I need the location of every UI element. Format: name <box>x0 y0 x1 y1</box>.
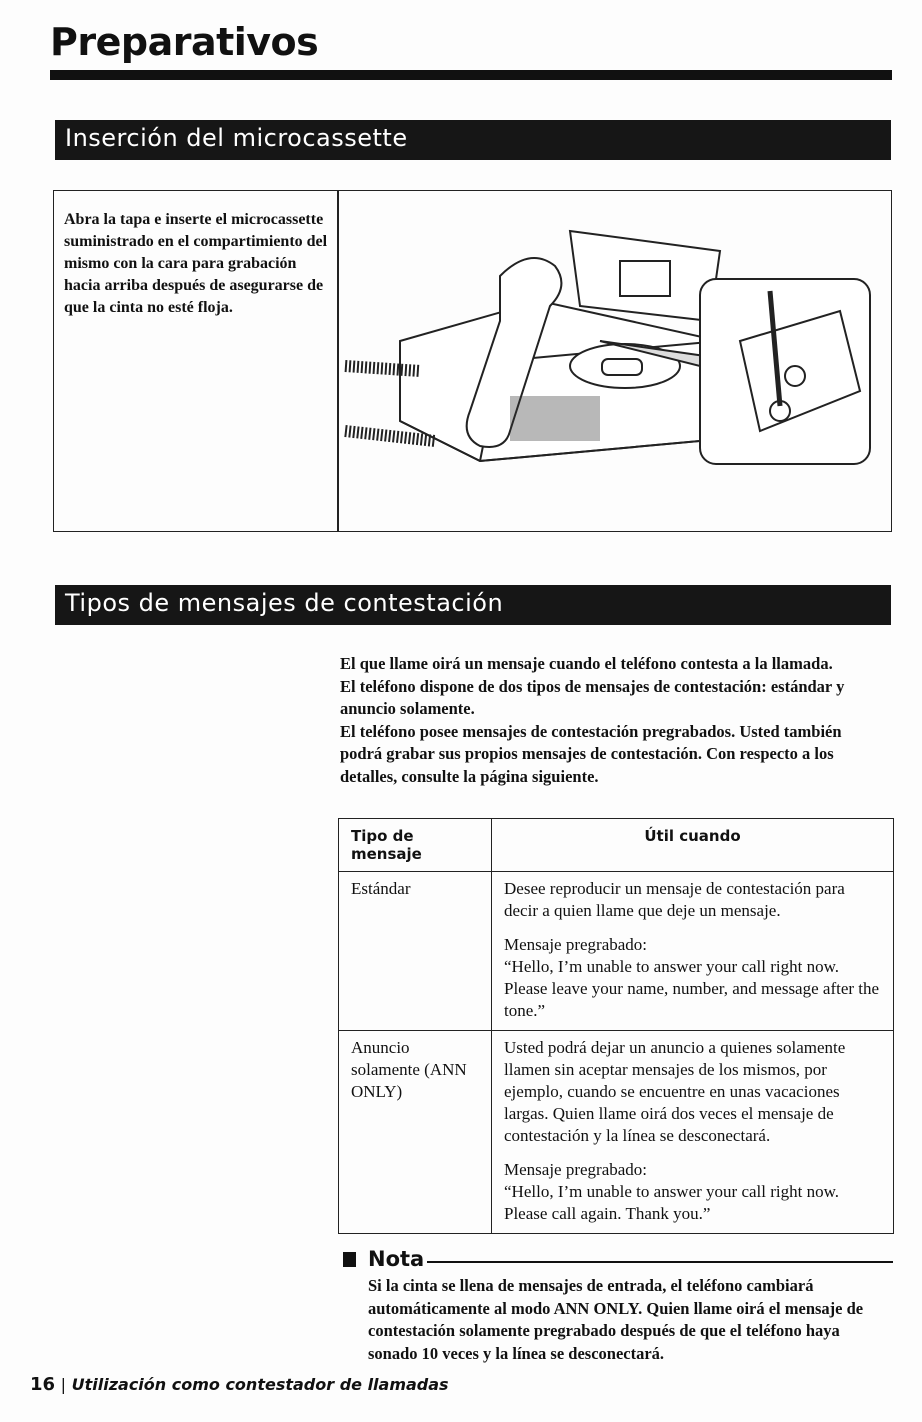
message-type-cell: Estándar <box>339 872 492 1031</box>
speaker-grille <box>510 396 600 441</box>
intro-text <box>340 653 880 788</box>
paragraph: El teléfono dispone de dos tipos de mensajes de contestación: estándar y anuncio solamente. <box>340 676 845 718</box>
preset-block <box>504 934 881 1022</box>
page-footer <box>30 1374 449 1395</box>
note-block <box>343 1247 893 1365</box>
use-text: Usted podrá dejar un anuncio a quienes solamente llamen sin aceptar mensajes de los mismos, por ejemplo, cuando se encuentre en unas vacaciones largas. Quien llame oirá dos veces el mensaje de contestación y la línea se desconectará. <box>504 1038 846 1145</box>
square-bullet-icon <box>343 1252 356 1267</box>
column-header: Útil cuando <box>492 819 894 872</box>
column-header: Tipo de mensaje <box>339 819 492 872</box>
box-divider <box>337 191 339 531</box>
footer-separator: | <box>60 1375 67 1394</box>
section-heading-bar <box>55 585 891 625</box>
section-heading: Inserción del microcassette <box>65 124 408 152</box>
instruction-box <box>53 190 892 532</box>
use-cell <box>492 1031 894 1234</box>
preset-block <box>504 1159 881 1225</box>
page-number: 16 <box>30 1374 56 1395</box>
note-text: Si la cinta se llena de mensajes de entrada, el teléfono cambiará automáticamente al modo ANN ONLY. Quien llame oirá el mensaje de contestación solamente pregrabado después de que el teléfono haya sonado 10 veces y la línea se desconectará. <box>368 1276 864 1363</box>
phone-cassette-illustration <box>340 191 890 531</box>
note-label: Nota <box>368 1247 425 1271</box>
table-row <box>339 872 894 1031</box>
page-title: Preparativos <box>50 20 319 64</box>
section-heading-bar <box>55 120 891 160</box>
paragraph: El teléfono posee mensajes de contestación pregrabados. Usted también podrá grabar sus propios mensajes de contestación. Con respecto a los detalles, consulte la página siguiente. <box>340 721 842 786</box>
note-rule <box>427 1261 893 1263</box>
preset-label: Mensaje pregrabado: <box>504 1160 648 1179</box>
table-row <box>339 1031 894 1234</box>
message-types-table <box>338 818 894 1234</box>
section-heading: Tipos de mensajes de contestación <box>65 589 504 617</box>
preset-text: “Hello, I’m unable to answer your call right now. Please call again. Thank you.” <box>504 1182 840 1223</box>
preset-label: Mensaje pregrabado: <box>504 935 648 954</box>
chapter-title: Utilización como contestador de llamadas <box>71 1375 449 1394</box>
preset-text: “Hello, I’m unable to answer your call right now. Please leave your name, number, and message after the tone.” <box>504 957 880 1020</box>
use-cell <box>492 872 894 1031</box>
paragraph: El que llame oirá un mensaje cuando el teléfono contesta a la llamada. <box>340 654 833 673</box>
use-text: Desee reproducir un mensaje de contestación para decir a quien llame que deje un mensaje. <box>504 879 845 920</box>
title-rule <box>50 70 892 80</box>
table-header-row <box>339 819 894 872</box>
instruction-text: Abra la tapa e inserte el microcassette suministrado en el compartimiento del mismo con la cara para grabación hacia arriba después de asegurarse de que la cinta no esté floja. <box>64 211 328 316</box>
message-type-cell: Anuncio solamente (ANN ONLY) <box>339 1031 492 1234</box>
